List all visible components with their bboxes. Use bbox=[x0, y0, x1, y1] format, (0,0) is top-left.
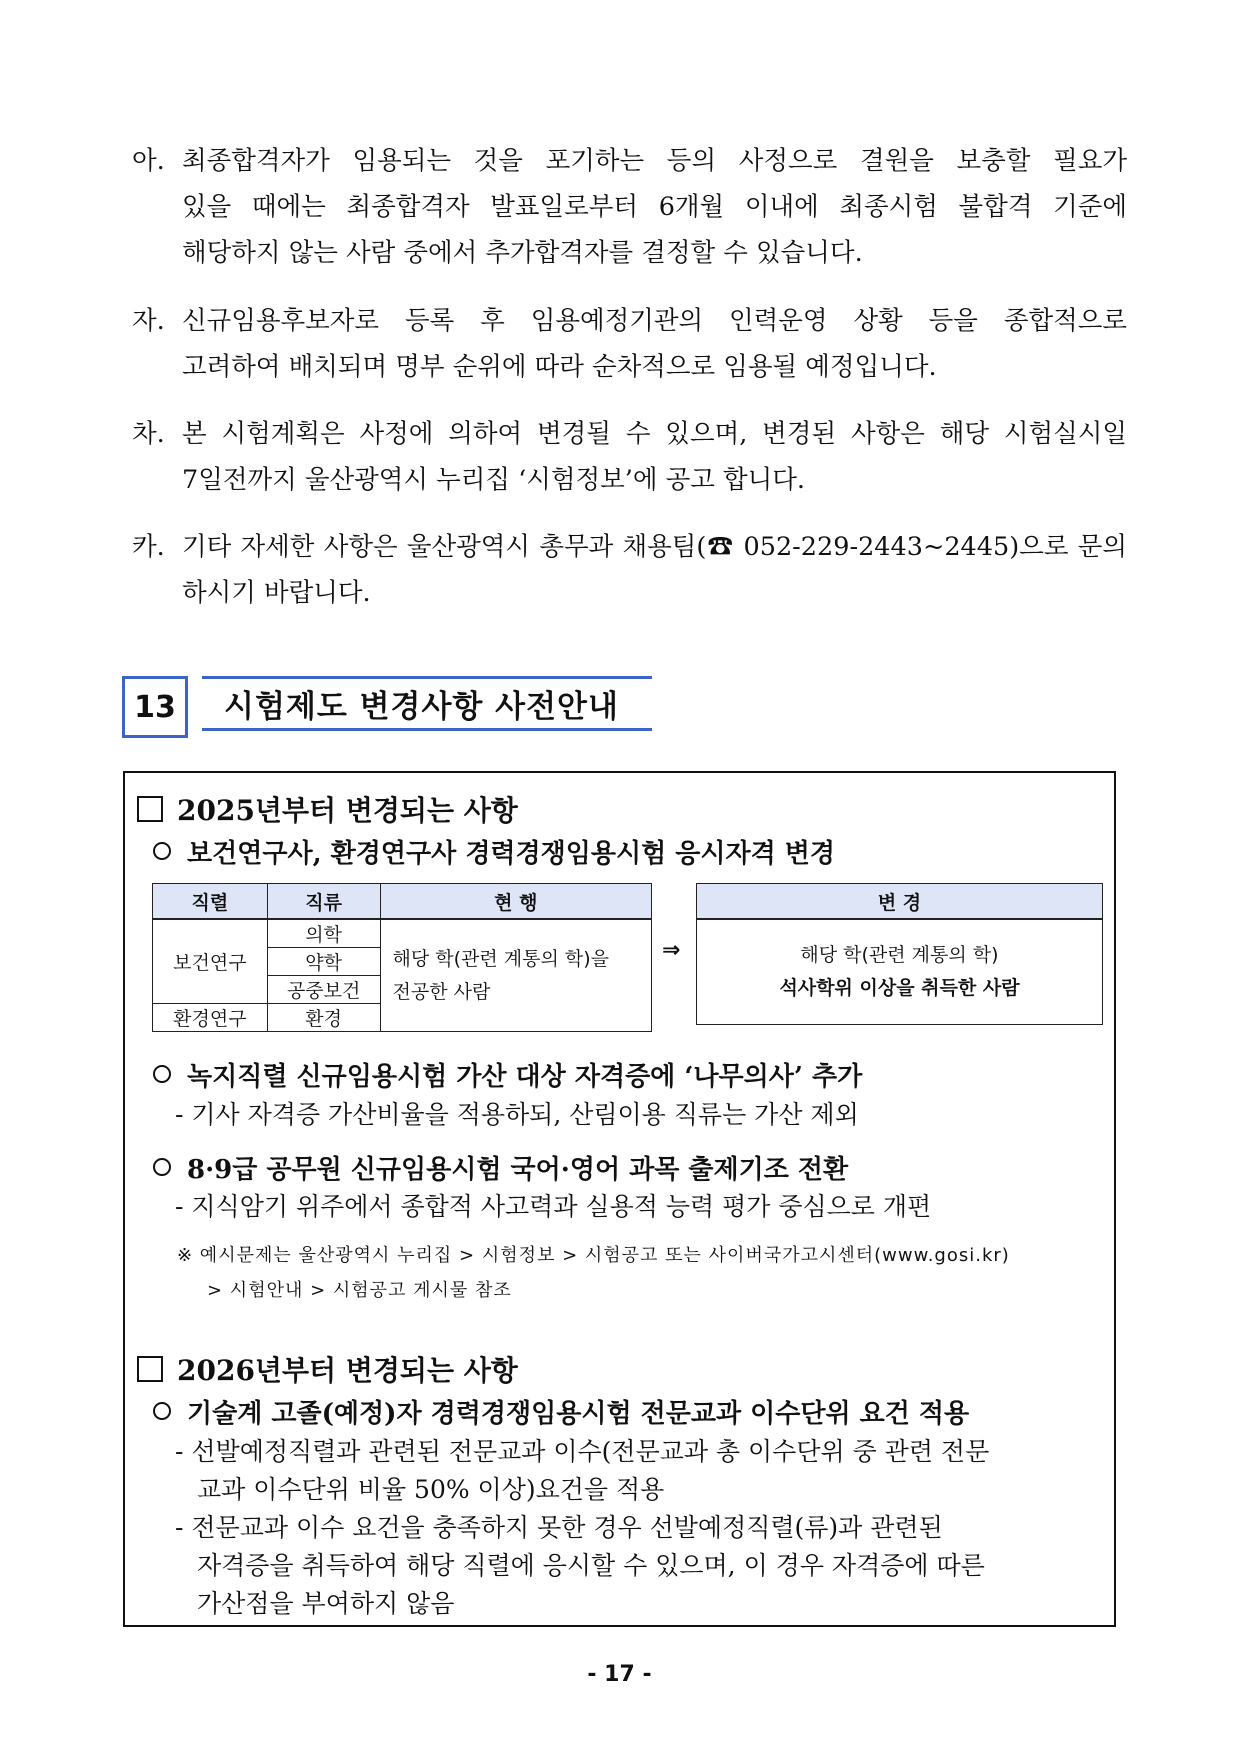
item-cha bbox=[132, 411, 1127, 503]
header-changed: 변 경 bbox=[697, 884, 1103, 920]
detail-2026-2-line2: 자격증을 취득하여 해당 직렬에 응시할 수 있으며, 이 경우 자격증에 따른 bbox=[197, 1551, 985, 1580]
header-category: 직류 bbox=[267, 884, 380, 920]
detail-2026-2-line1: - 전문교과 이수 요건을 충족하지 못한 경우 선발예정직렬(류)과 관련된 bbox=[175, 1513, 943, 1542]
changes-box bbox=[123, 771, 1116, 1627]
cell-medicine: 의학 bbox=[267, 919, 380, 948]
detail-2025-2: - 기사 자격증 가산비율을 적용하되, 산림이용 직류는 가산 제외 bbox=[175, 1100, 859, 1129]
subheading-2025-3: 8·9급 공무원 신규임용시험 국어·영어 과목 출제기조 전환 bbox=[153, 1149, 848, 1186]
subheading-2025-1: 보건연구사, 환경연구사 경력경쟁임용시험 응시자격 변경 bbox=[153, 833, 835, 870]
item-line: 하시기 바랍니다. bbox=[182, 578, 371, 608]
item-marker: 자. bbox=[132, 306, 165, 336]
circle-bullet-icon bbox=[153, 1158, 171, 1176]
circle-bullet-icon bbox=[153, 842, 171, 860]
item-marker: 아. bbox=[132, 146, 165, 176]
circle-bullet-icon bbox=[153, 1402, 171, 1420]
cell-pharmacy: 약학 bbox=[267, 948, 380, 976]
subheading-2025-2: 녹지직렬 신규임용시험 가산 대상 자격증에 ‘나무의사’ 추가 bbox=[153, 1056, 862, 1093]
detail-2026-1-line1: - 선발예정직렬과 관련된 전문교과 이수(전문교과 총 이수단위 중 관련 전문 bbox=[175, 1437, 990, 1466]
changed-criteria-table bbox=[696, 883, 1103, 1025]
arrow-right-icon: ⇒ bbox=[662, 938, 681, 963]
item-line: 신규임용후보자로 등록 후 임용예정기관의 인력운영 상황 등을 종합적으로 bbox=[182, 306, 1127, 336]
cell-health-research: 보건연구 bbox=[153, 919, 268, 1004]
current-criteria-table bbox=[152, 883, 652, 1032]
item-a bbox=[132, 138, 1127, 276]
cell-public-health: 공중보건 bbox=[267, 976, 380, 1004]
note-example-line1: ※ 예시문제는 울산광역시 누리집 > 시험정보 > 시험공고 또는 사이버국가고시센터(www.gosi.kr) bbox=[177, 1245, 1010, 1266]
item-line: 고려하여 배치되며 명부 순위에 따라 순차적으로 임용될 예정입니다. bbox=[182, 352, 937, 382]
note-example-line2: > 시험안내 > 시험공고 게시물 참조 bbox=[207, 1280, 512, 1301]
detail-2026-1-line2: 교과 이수단위 비율 50% 이상)요건을 적용 bbox=[197, 1475, 665, 1504]
section-number: 13 bbox=[122, 676, 188, 738]
item-line: 기타 자세한 사항은 울산광역시 총무과 채용팀(☎ 052-229-2443~2445)으로 문의 bbox=[182, 532, 1127, 562]
subheading-2026-1: 기술계 고졸(예정)자 경력경쟁임용시험 전문교과 이수단위 요건 적용 bbox=[153, 1393, 969, 1430]
item-line: 최종합격자가 임용되는 것을 포기하는 등의 사정으로 결원을 보충할 필요가 bbox=[182, 146, 1127, 176]
header-series: 직렬 bbox=[153, 884, 268, 920]
item-line: 7일전까지 울산광역시 누리집 ‘시험정보’에 공고 합니다. bbox=[182, 465, 805, 495]
section-title: 시험제도 변경사항 사전안내 bbox=[202, 676, 652, 731]
checkbox-square-icon bbox=[137, 796, 163, 822]
cell-current-requirement: 해당 학(관련 계통의 학)을 전공한 사람 bbox=[380, 919, 651, 1032]
detail-2025-3: - 지식암기 위주에서 종합적 사고력과 실용적 능력 평가 중심으로 개편 bbox=[175, 1192, 932, 1221]
item-marker: 차. bbox=[132, 419, 165, 449]
circle-bullet-icon bbox=[153, 1065, 171, 1083]
cell-changed-requirement: 해당 학(관련 계통의 학) 석사학위 이상을 취득한 사람 bbox=[697, 919, 1103, 1025]
detail-2026-2-line3: 가산점을 부여하지 않음 bbox=[197, 1589, 455, 1618]
item-line: 해당하지 않는 사람 중에서 추가합격자를 결정할 수 있습니다. bbox=[182, 238, 863, 268]
item-marker: 카. bbox=[132, 532, 165, 562]
heading-2026: 2026년부터 변경되는 사항 bbox=[137, 1349, 518, 1389]
item-line: 본 시험계획은 사정에 의하여 변경될 수 있으며, 변경된 사항은 해당 시험실시일 bbox=[182, 419, 1127, 449]
item-line: 있을 때에는 최종합격자 발표일로부터 6개월 이내에 최종시험 불합격 기준에 bbox=[182, 192, 1127, 222]
section-heading bbox=[122, 676, 654, 740]
cell-environment: 환경 bbox=[267, 1004, 380, 1032]
heading-2025: 2025년부터 변경되는 사항 bbox=[137, 789, 518, 829]
header-current: 현 행 bbox=[380, 884, 651, 920]
page-number: - 17 - bbox=[587, 1662, 652, 1687]
checkbox-square-icon bbox=[137, 1356, 163, 1382]
item-ka bbox=[132, 524, 1127, 616]
cell-env-research: 환경연구 bbox=[153, 1004, 268, 1032]
item-ja bbox=[132, 298, 1127, 390]
